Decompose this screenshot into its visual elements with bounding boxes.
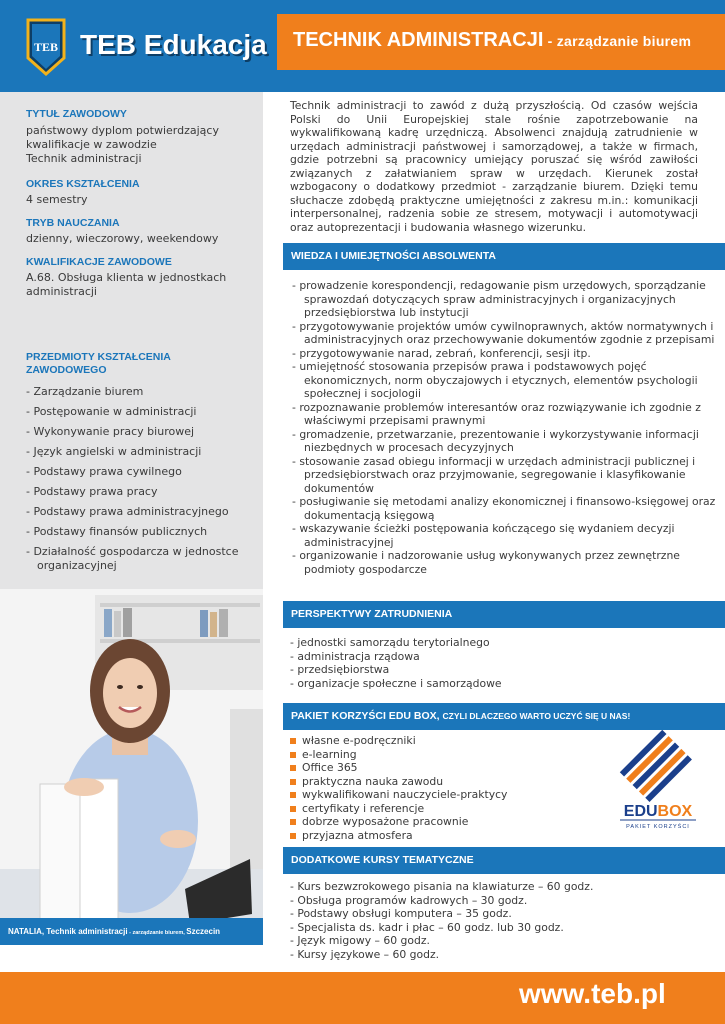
list-item: - rozpoznawanie problemów interesantów oraz rozwiązywanie ich zgodnie z właściwymi przepisami prawnymi xyxy=(292,400,701,427)
list-item: e-learning xyxy=(290,748,590,762)
subject-item: - Działalność gospodarcza w jednostce organizacyjnej xyxy=(26,545,239,572)
pakiet-heading-small: CZYLI DLACZEGO WARTO UCZYĆ SIĘ U NAS! xyxy=(442,711,631,721)
title-sub: - zarządzanie biurem xyxy=(543,33,692,49)
edubox-edu: EDU xyxy=(623,803,658,820)
list-item: - organizowanie i nadzorowanie usług wykonywanych przez zewnętrzne podmioty gospodarcze xyxy=(292,549,680,576)
list-item: - administracja rządowa xyxy=(290,649,420,663)
perspektywy-list xyxy=(290,636,715,690)
list-item: - gromadzenie, przetwarzanie, prezentowanie i wykorzystywanie informacji niezbędnych w procesach decyzyjnych xyxy=(292,427,699,454)
okres-heading: OKRES KSZTAŁCENIA xyxy=(26,178,140,190)
list-item: Office 365 xyxy=(290,761,590,775)
przedmioty-block xyxy=(26,351,258,573)
brand-name: TEB Edukacja xyxy=(80,29,267,60)
tytul-line: kwalifikacje w zawodzie xyxy=(26,138,157,151)
student-illustration xyxy=(0,589,263,945)
list-item: - Podstawy obsługi komputera – 35 godz. xyxy=(290,907,512,920)
okres-block xyxy=(26,178,258,207)
list-item: - umiejętność stosowania przepisów prawa i podstawowych pojęć ekonomicznych, norm obyczajowych i etycznych, elementów psychologii społecznej i socjologii xyxy=(292,360,698,400)
caption-small: - zarządzanie biurem, xyxy=(127,930,187,936)
list-item: certyfikaty i referencje xyxy=(290,802,590,816)
przedmioty-heading: ZAWODOWEGO xyxy=(26,364,107,376)
list-item: wykwalifikowani nauczyciele-praktycy xyxy=(290,788,590,802)
caption-city: Szczecin xyxy=(186,927,221,936)
kursy-heading: DODATKOWE KURSY TEMATYCZNE xyxy=(283,847,725,874)
okres-value: 4 semestry xyxy=(26,193,88,206)
tryb-value: dzienny, wieczorowy, weekendowy xyxy=(26,232,219,245)
edubox-logo-icon xyxy=(608,730,708,834)
kwalifikacje-line: administracji xyxy=(26,285,97,298)
subject-item: - Język angielski w administracji xyxy=(26,445,202,458)
list-item: - Kurs bezwzrokowego pisania na klawiaturze – 60 godz. xyxy=(290,880,594,893)
list-item: - Specjalista ds. kadr i płac – 60 godz. lub 30 godz. xyxy=(290,920,564,934)
list-item: własne e-podręczniki xyxy=(290,734,590,748)
wiedza-list xyxy=(292,279,717,576)
tytul-heading: TYTUŁ ZAWODOWY xyxy=(26,108,127,120)
photo-caption xyxy=(0,918,263,945)
logo-text: TEB xyxy=(33,40,59,54)
list-item: przyjazna atmosfera xyxy=(290,829,590,843)
page-title xyxy=(293,29,691,52)
teb-shield-logo-icon xyxy=(26,18,66,76)
edubox-box: BOX xyxy=(657,803,693,820)
wiedza-heading: WIEDZA I UMIEJĘTNOŚCI ABSOLWENTA xyxy=(283,243,725,270)
website-link[interactable]: www.teb.pl xyxy=(519,978,666,1009)
caption-name: NATALIA, Technik administracji xyxy=(8,927,128,936)
title-main: TECHNIK ADMINISTRACJI xyxy=(293,29,544,51)
list-item: praktyczna nauka zawodu xyxy=(290,775,590,789)
tytul-block xyxy=(26,108,258,166)
subject-item: - Podstawy prawa administracyjnego xyxy=(26,505,229,518)
list-item: - organizacje społeczne i samorządowe xyxy=(290,676,502,690)
list-item: - posługiwanie się metodami analizy ekonomicznej i finansowo-księgowej oraz dokumentacją księgową xyxy=(292,495,716,522)
subject-item: - Wykonywanie pracy biurowej xyxy=(26,425,195,438)
list-item: - Obsługa programów kadrowych – 30 godz. xyxy=(290,893,528,907)
kursy-list xyxy=(290,880,715,961)
subject-item: - Podstawy prawa cywilnego xyxy=(26,465,182,478)
list-item: - stosowanie zasad obiegu informacji w urzędach administracji publicznej i przedsiębiorstwach oraz przyjmowanie, segregowanie i klasyfikowanie dokumentów xyxy=(292,454,696,495)
list-item: - jednostki samorządu terytorialnego xyxy=(290,636,490,649)
subject-item: - Postępowanie w administracji xyxy=(26,405,197,418)
tryb-block xyxy=(26,217,258,246)
list-item: - Język migowy – 60 godz. xyxy=(290,934,430,947)
subject-item: - Podstawy finansów publicznych xyxy=(26,525,208,538)
kwalifikacje-heading: KWALIFIKACJE ZAWODOWE xyxy=(26,256,172,268)
intro-paragraph: Technik administracji to zawód z dużą przyszłością. Od czasów wejścia Polski do Unii Europejskiej stale rośnie zapotrzebowanie na wykwalifikowaną kadrę urzędniczą. Absolwenci znajdują zatrudnienie w urzędach administracji państwowej i samorządowej, a także w firmach, gdzie potrzebni są pracownicy umiejący poruszać się wśród zawiłości związanych z załatwianiem spraw w urzędach. Kierunek został wzbogacony o dodatkowy przedmiot - zarządzanie biurem. Dzięki temu słuchacze zdobędą praktyczne umiejętności z zakresu m.in.: komunikacji interpersonalnej, radzenia sobie ze stresem, motywacji i automotywacji oraz autoprezentacji i budowania własnego wizerunku. xyxy=(290,99,698,234)
subject-item: - Podstawy prawa pracy xyxy=(26,485,158,498)
edubox-wordmark xyxy=(624,803,693,820)
edubox-tagline: PAKIET KORZYŚCI xyxy=(626,824,690,830)
subject-item: - Zarządzanie biurem xyxy=(26,385,144,398)
list-item: - wskazywanie ścieżki postępowania kończącego się wydaniem decyzji administracyjnej xyxy=(292,522,675,549)
list-item: - przygotowywanie projektów umów cywilnoprawnych, aktów normatywnych i administracyjnych oraz przechowywanie dokumentów zgodnie z przepisami xyxy=(292,319,715,346)
list-item: - Kursy językowe – 60 godz. xyxy=(290,947,440,961)
tytul-line: Technik administracji xyxy=(26,152,142,165)
pakiet-heading xyxy=(283,703,725,730)
pakiet-heading-main: PAKIET KORZYŚCI EDU BOX, xyxy=(291,710,443,722)
perspektywy-heading: PERSPEKTYWY ZATRUDNIENIA xyxy=(283,601,725,628)
kwalifikacje-line: A.68. Obsługa klienta w jednostkach xyxy=(26,271,227,284)
list-item: dobrze wyposażone pracownie xyxy=(290,815,590,829)
student-photo xyxy=(0,589,263,945)
tytul-line: państwowy dyplom potwierdzający xyxy=(26,124,219,137)
kwalifikacje-block xyxy=(26,256,258,299)
pakiet-list xyxy=(290,734,590,842)
list-item: - prowadzenie korespondencji, redagowanie pism urzędowych, sporządzanie sprawozdań dotyczących spraw administracyjnych i organizacyjnych przedsiębiorstwa lub instytucji xyxy=(292,279,706,319)
list-item: - przedsiębiorstwa xyxy=(290,663,390,676)
przedmioty-heading: PRZEDMIOTY KSZTAŁCENIA xyxy=(26,351,171,363)
tryb-heading: TRYB NAUCZANIA xyxy=(26,217,120,229)
list-item: - przygotowywanie narad, zebrań, konferencji, sesji itp. xyxy=(292,346,591,360)
